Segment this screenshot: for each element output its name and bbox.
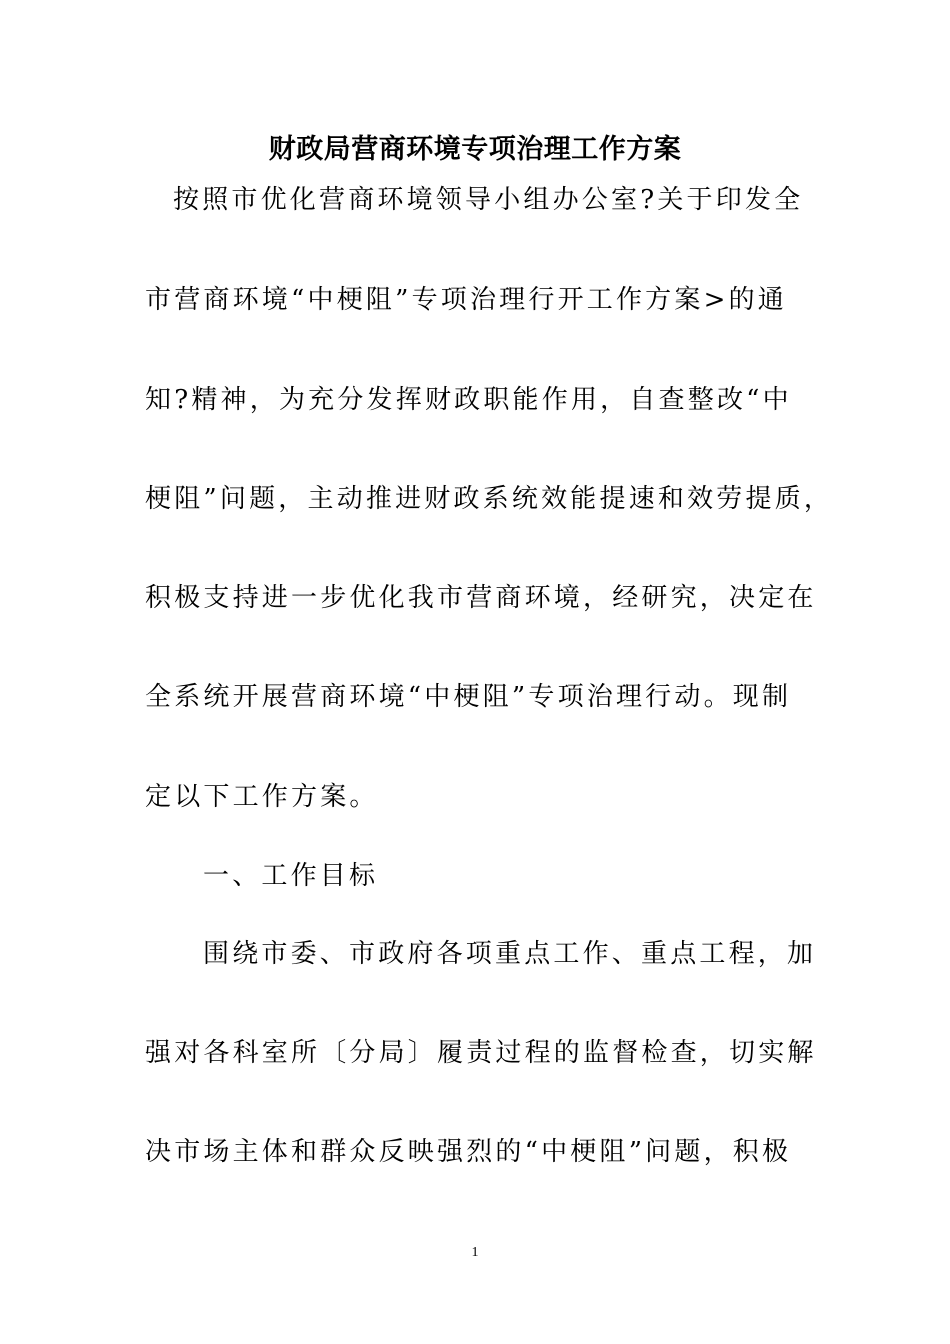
page-number: 1 — [471, 1245, 479, 1260]
paragraph-line-2: 市营商环境“中梗阻”专项治理行开工作方案>的通 — [145, 285, 787, 315]
paragraph-line-7: 定以下工作方案。 — [145, 782, 379, 812]
paragraph-line-10: 决市场主体和群众反映强烈的“中梗阻”问题，积极 — [145, 1137, 792, 1167]
paragraph-line-3: 知?精神，为充分发挥财政职能作用，自查整改“中 — [145, 385, 792, 415]
section-heading: 一、工作目标 — [203, 861, 379, 891]
paragraph-line-8: 围绕市委、市政府各项重点工作、重点工程，加 — [203, 939, 817, 969]
paragraph-line-5: 积极支持进一步优化我市营商环境，经研究，决定在 — [145, 583, 817, 613]
paragraph-line-4: 梗阻”问题，主动推进财政系统效能提速和效劳提质， — [145, 484, 834, 514]
paragraph-line-1: 按照市优化营商环境领导小组办公室?关于印发全 — [173, 185, 804, 215]
document-title: 财政局营商环境专项治理工作方案 — [268, 134, 682, 165]
paragraph-line-6: 全系统开展营商环境“中梗阻”专项治理行动。现制 — [145, 682, 792, 712]
paragraph-line-9: 强对各科室所〔分局〕履责过程的监督检查，切实解 — [145, 1038, 817, 1068]
